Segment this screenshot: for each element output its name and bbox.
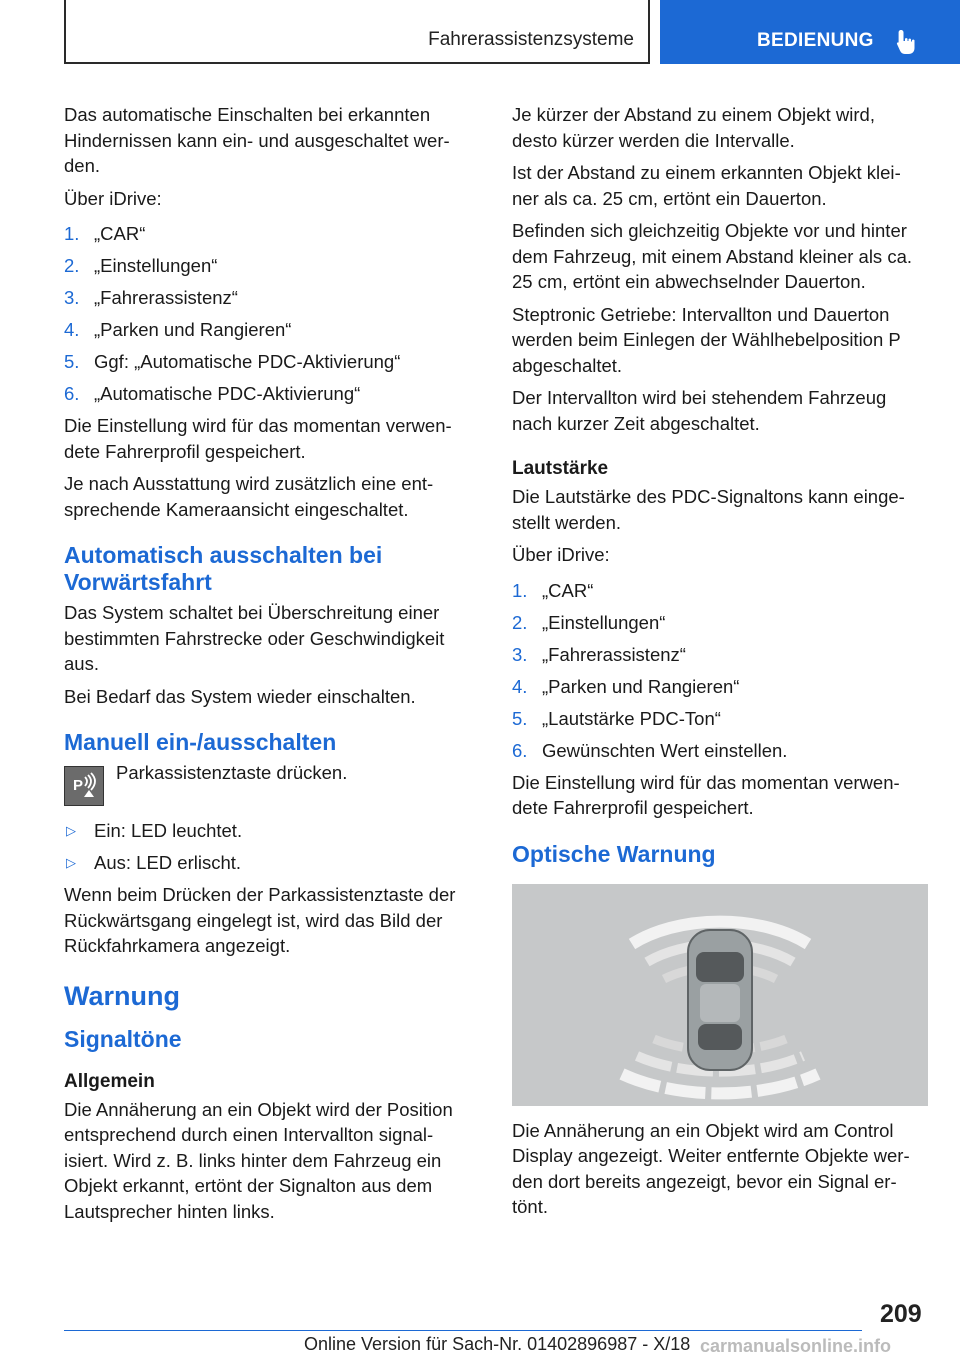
subheading-volume: Lautstärke [512, 458, 609, 479]
header-section-box [64, 0, 650, 64]
footer-version-text: Online Version für Sach-Nr. 01402896987 - X/18 [304, 1334, 691, 1354]
list-item [64, 850, 469, 876]
step-number: 4. [512, 675, 528, 697]
bullet-text: Ein: LED leuchtet. [94, 820, 243, 841]
park-assist-button-icon [64, 766, 104, 806]
step-number: 4. [64, 319, 80, 340]
paragraph: Über iDrive: [64, 187, 162, 209]
left-column [64, 102, 469, 1231]
triangle-bullet-icon: ▷ [66, 823, 76, 838]
step-text: „Einstellungen“ [94, 255, 218, 276]
step-text: „Einstellungen“ [542, 611, 666, 633]
list-item [64, 253, 469, 279]
step-text: „Parken und Rangieren“ [94, 319, 292, 340]
step-number: 3. [64, 287, 80, 308]
list-item [64, 285, 469, 311]
park-assist-button-row [64, 760, 469, 818]
step-text: „Lautstärke PDC-Ton“ [542, 707, 721, 729]
list-item [64, 317, 469, 343]
paragraph: Je nach Ausstattung wird zusätzlich eine entsprechende Kameraansicht eingeschaltet. [64, 473, 434, 520]
step-text: „Parken und Rangieren“ [542, 675, 740, 697]
paragraph: Die Einstellung wird für das momentan verwendete Fahrerprofil gespeichert. [512, 771, 900, 818]
paragraph: Das System schaltet bei Überschreitung einer bestimmten Fahrstrecke oder Geschwindigkeit aus. [64, 602, 445, 674]
list-item [512, 738, 917, 764]
bullet-text: Aus: LED erlischt. [94, 852, 242, 873]
subheading-general: Allgemein [64, 1070, 155, 1092]
list-item [512, 674, 917, 700]
hand-pointer-icon [896, 28, 922, 56]
volume-steps-list [512, 578, 917, 764]
list-item [64, 381, 469, 407]
led-status-list [64, 818, 469, 876]
watermark: carmanualsonline.info [700, 1336, 892, 1356]
step-text: „Fahrerassistenz“ [94, 287, 238, 308]
step-number: 5. [512, 707, 528, 729]
triangle-bullet-icon: ▷ [66, 855, 76, 870]
step-number: 2. [512, 611, 528, 633]
list-item [64, 221, 469, 247]
step-text: „Automatische PDC-Aktivierung“ [94, 383, 361, 404]
paragraph: Das automatische Einschalten bei erkannten Hindernissen kann ein- und ausgeschaltet werden. [64, 104, 450, 176]
step-number: 6. [512, 739, 528, 761]
idrive-steps-list [64, 221, 469, 407]
section-heading-optical: Optische Warnung [512, 840, 716, 867]
list-item [512, 578, 917, 604]
section-heading-warning: Warnung [64, 980, 180, 1011]
svg-text:P: P [73, 777, 84, 794]
paragraph: Je kürzer der Abstand zu einem Objekt wird, desto kürzer werden die Intervalle. [512, 104, 875, 151]
paragraph: Die Lautstärke des PDC-Signaltons kann eingestellt werden. [512, 486, 905, 533]
paragraph: Die Annäherung an ein Objekt wird am Control Display angezeigt. Weiter entfernte Objekte werden dort bereits angezeigt, bevor ein Signal ertönt. [512, 1119, 910, 1217]
button-instruction: Parkassistenztaste drücken. [116, 762, 348, 783]
paragraph: Wenn beim Drücken der Parkassistenztaste der Rückwärtsgang eingelegt ist, wird das Bild der Rückfahrkamera angezeigt. [64, 884, 456, 956]
header-chapter-title: BEDIENUNG [757, 30, 874, 51]
paragraph: Über iDrive: [512, 544, 610, 565]
right-column [512, 102, 917, 1227]
page-number: 209 [880, 1300, 922, 1328]
list-item [512, 610, 917, 636]
list-item [64, 349, 469, 375]
step-number: 5. [64, 351, 80, 372]
pdc-display-illustration [512, 884, 928, 1106]
paragraph: Steptronic Getriebe: Intervallton und Dauerton werden beim Einlegen der Wählhebelposition P abgeschaltet. [512, 303, 901, 376]
paragraph: Die Annäherung an ein Objekt wird der Position entsprechend durch einen Intervallton signalisiert. Wird z. B. links hinter dem Fahrzeug ein Objekt erkannt, ertönt der Signalton aus dem Lautsprecher hinten links. [64, 1098, 453, 1222]
step-number: 1. [64, 223, 80, 244]
step-text: „Fahrerassistenz“ [542, 643, 686, 665]
section-heading-signal: Signaltöne [64, 1025, 182, 1052]
header-chapter-tab [660, 0, 960, 64]
paragraph: Befinden sich gleichzeitig Objekte vor und hinter dem Fahrzeug, mit einem Abstand kleiner als ca. 25 cm, ertönt ein abwechselnder Dauerton. [512, 220, 912, 292]
list-item [64, 818, 469, 844]
paragraph: Bei Bedarf das System wieder einschalten. [64, 685, 416, 707]
step-number: 1. [512, 579, 528, 601]
step-text: „CAR“ [94, 223, 146, 244]
paragraph: Die Einstellung wird für das momentan verwendete Fahrerprofil gespeichert. [64, 415, 452, 462]
step-text: Ggf: „Automatische PDC-Aktivierung“ [94, 351, 401, 372]
step-number: 2. [64, 255, 80, 276]
step-text: Gewünschten Wert einstellen. [542, 739, 788, 761]
step-number: 3. [512, 643, 528, 665]
list-item [512, 706, 917, 732]
footer-divider [64, 1330, 862, 1331]
header-section-title: Fahrerassistenzsysteme [428, 29, 634, 50]
section-heading-manual: Manuell ein-/ausschalten [64, 729, 337, 755]
paragraph: Der Intervallton wird bei stehendem Fahrzeug nach kurzer Zeit abgeschaltet. [512, 387, 887, 434]
step-number: 6. [64, 383, 80, 404]
step-text: „CAR“ [542, 579, 594, 601]
paragraph: Ist der Abstand zu einem erkannten Objekt kleiner als ca. 25 cm, ertönt ein Dauerton. [512, 162, 901, 209]
list-item [512, 642, 917, 668]
section-heading-auto-off: Automatisch ausschalten bei Vorwärtsfahrt [64, 542, 383, 595]
